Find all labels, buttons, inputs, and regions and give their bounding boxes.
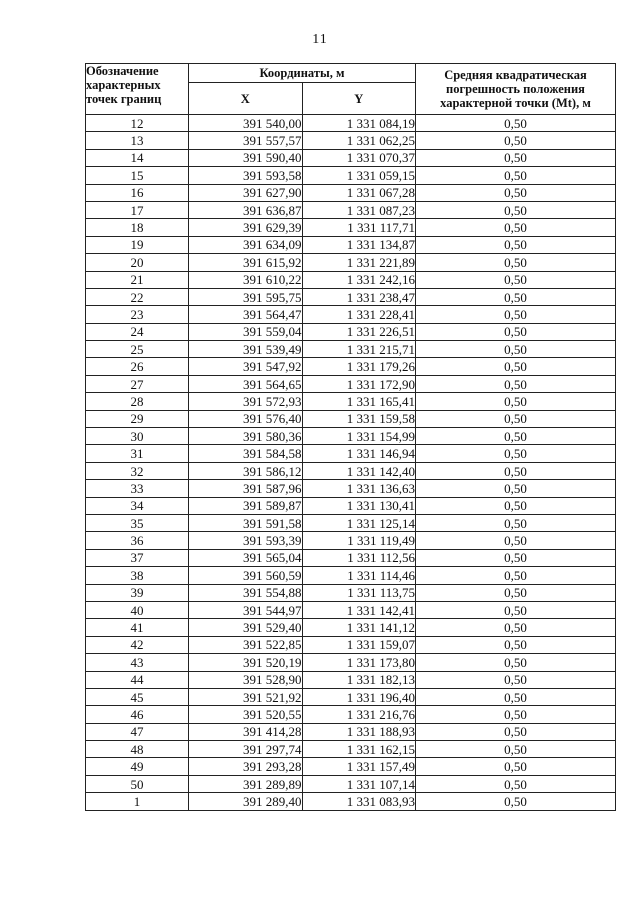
table-row bbox=[86, 393, 616, 410]
table-row bbox=[86, 306, 616, 323]
y-coordinate-cell: 1 331 107,14 bbox=[302, 775, 416, 792]
x-coordinate-cell: 391 587,96 bbox=[189, 480, 303, 497]
table-row bbox=[86, 236, 616, 253]
table-body bbox=[86, 115, 616, 811]
error-value-cell: 0,50 bbox=[416, 723, 616, 740]
table-row bbox=[86, 741, 616, 758]
point-number-cell: 39 bbox=[86, 584, 189, 601]
y-coordinate-cell: 1 331 059,15 bbox=[302, 167, 416, 184]
point-number-cell: 23 bbox=[86, 306, 189, 323]
y-coordinate-cell: 1 331 142,40 bbox=[302, 462, 416, 479]
x-coordinate-cell: 391 521,92 bbox=[189, 688, 303, 705]
x-coordinate-cell: 391 610,22 bbox=[189, 271, 303, 288]
x-coordinate-cell: 391 554,88 bbox=[189, 584, 303, 601]
x-coordinate-cell: 391 544,97 bbox=[189, 601, 303, 618]
x-coordinate-cell: 391 565,04 bbox=[189, 549, 303, 566]
point-number-cell: 45 bbox=[86, 688, 189, 705]
error-value-cell: 0,50 bbox=[416, 236, 616, 253]
table-row bbox=[86, 462, 616, 479]
table-row bbox=[86, 793, 616, 810]
x-coordinate-cell: 391 593,58 bbox=[189, 167, 303, 184]
table-row bbox=[86, 706, 616, 723]
error-value-cell: 0,50 bbox=[416, 219, 616, 236]
x-coordinate-cell: 391 289,40 bbox=[189, 793, 303, 810]
table-row bbox=[86, 480, 616, 497]
y-coordinate-cell: 1 331 146,94 bbox=[302, 445, 416, 462]
y-coordinate-cell: 1 331 134,87 bbox=[302, 236, 416, 253]
y-coordinate-cell: 1 331 242,16 bbox=[302, 271, 416, 288]
point-number-cell: 1 bbox=[86, 793, 189, 810]
table-row bbox=[86, 497, 616, 514]
point-number-cell: 12 bbox=[86, 115, 189, 132]
x-coordinate-cell: 391 586,12 bbox=[189, 462, 303, 479]
y-coordinate-cell: 1 331 165,41 bbox=[302, 393, 416, 410]
point-number-cell: 27 bbox=[86, 375, 189, 392]
page-number: 11 bbox=[312, 32, 328, 47]
x-coordinate-cell: 391 564,65 bbox=[189, 375, 303, 392]
x-coordinate-cell: 391 593,39 bbox=[189, 532, 303, 549]
point-number-cell: 30 bbox=[86, 428, 189, 445]
point-number-cell: 43 bbox=[86, 654, 189, 671]
x-coordinate-cell: 391 547,92 bbox=[189, 358, 303, 375]
y-coordinate-cell: 1 331 159,07 bbox=[302, 636, 416, 653]
table-row bbox=[86, 636, 616, 653]
point-number-cell: 29 bbox=[86, 410, 189, 427]
error-value-cell: 0,50 bbox=[416, 288, 616, 305]
y-coordinate-cell: 1 331 159,58 bbox=[302, 410, 416, 427]
y-coordinate-cell: 1 331 157,49 bbox=[302, 758, 416, 775]
table-row bbox=[86, 758, 616, 775]
error-value-cell: 0,50 bbox=[416, 393, 616, 410]
x-coordinate-cell: 391 584,58 bbox=[189, 445, 303, 462]
error-value-cell: 0,50 bbox=[416, 184, 616, 201]
y-coordinate-cell: 1 331 136,63 bbox=[302, 480, 416, 497]
error-value-cell: 0,50 bbox=[416, 601, 616, 618]
x-coordinate-cell: 391 634,09 bbox=[189, 236, 303, 253]
table-row bbox=[86, 341, 616, 358]
error-value-cell: 0,50 bbox=[416, 706, 616, 723]
error-value-cell: 0,50 bbox=[416, 375, 616, 392]
table-row bbox=[86, 445, 616, 462]
x-coordinate-cell: 391 560,59 bbox=[189, 567, 303, 584]
x-coordinate-cell: 391 589,87 bbox=[189, 497, 303, 514]
y-coordinate-cell: 1 331 226,51 bbox=[302, 323, 416, 340]
error-value-cell: 0,50 bbox=[416, 201, 616, 218]
x-coordinate-cell: 391 520,55 bbox=[189, 706, 303, 723]
header-y: Y bbox=[302, 83, 416, 115]
point-number-cell: 17 bbox=[86, 201, 189, 218]
point-number-cell: 36 bbox=[86, 532, 189, 549]
table-row bbox=[86, 601, 616, 618]
x-coordinate-cell: 391 520,19 bbox=[189, 654, 303, 671]
y-coordinate-cell: 1 331 172,90 bbox=[302, 375, 416, 392]
x-coordinate-cell: 391 595,75 bbox=[189, 288, 303, 305]
point-number-cell: 18 bbox=[86, 219, 189, 236]
error-value-cell: 0,50 bbox=[416, 358, 616, 375]
error-value-cell: 0,50 bbox=[416, 567, 616, 584]
x-coordinate-cell: 391 615,92 bbox=[189, 254, 303, 271]
y-coordinate-cell: 1 331 182,13 bbox=[302, 671, 416, 688]
error-value-cell: 0,50 bbox=[416, 671, 616, 688]
coordinates-table bbox=[85, 63, 616, 811]
error-value-cell: 0,50 bbox=[416, 323, 616, 340]
x-coordinate-cell: 391 591,58 bbox=[189, 514, 303, 531]
point-number-cell: 46 bbox=[86, 706, 189, 723]
y-coordinate-cell: 1 331 188,93 bbox=[302, 723, 416, 740]
table-row bbox=[86, 288, 616, 305]
error-value-cell: 0,50 bbox=[416, 132, 616, 149]
point-number-cell: 32 bbox=[86, 462, 189, 479]
x-coordinate-cell: 391 627,90 bbox=[189, 184, 303, 201]
y-coordinate-cell: 1 331 070,37 bbox=[302, 149, 416, 166]
point-number-cell: 13 bbox=[86, 132, 189, 149]
table-row bbox=[86, 219, 616, 236]
x-coordinate-cell: 391 540,00 bbox=[189, 115, 303, 132]
error-value-cell: 0,50 bbox=[416, 793, 616, 810]
x-coordinate-cell: 391 293,28 bbox=[189, 758, 303, 775]
x-coordinate-cell: 391 529,40 bbox=[189, 619, 303, 636]
error-value-cell: 0,50 bbox=[416, 654, 616, 671]
point-number-cell: 41 bbox=[86, 619, 189, 636]
error-value-cell: 0,50 bbox=[416, 410, 616, 427]
table-row bbox=[86, 688, 616, 705]
table-row bbox=[86, 271, 616, 288]
table-row bbox=[86, 254, 616, 271]
header-mean-square-error: Средняя квадратическая погрешность положения характерной точки (Mt), м bbox=[416, 64, 616, 115]
y-coordinate-cell: 1 331 173,80 bbox=[302, 654, 416, 671]
x-coordinate-cell: 391 557,57 bbox=[189, 132, 303, 149]
error-value-cell: 0,50 bbox=[416, 584, 616, 601]
table-row bbox=[86, 549, 616, 566]
y-coordinate-cell: 1 331 117,71 bbox=[302, 219, 416, 236]
point-number-cell: 38 bbox=[86, 567, 189, 584]
error-value-cell: 0,50 bbox=[416, 480, 616, 497]
y-coordinate-cell: 1 331 119,49 bbox=[302, 532, 416, 549]
point-number-cell: 47 bbox=[86, 723, 189, 740]
y-coordinate-cell: 1 331 114,46 bbox=[302, 567, 416, 584]
error-value-cell: 0,50 bbox=[416, 775, 616, 792]
y-coordinate-cell: 1 331 084,19 bbox=[302, 115, 416, 132]
table-row bbox=[86, 654, 616, 671]
y-coordinate-cell: 1 331 067,28 bbox=[302, 184, 416, 201]
table-row bbox=[86, 115, 616, 132]
point-number-cell: 50 bbox=[86, 775, 189, 792]
error-value-cell: 0,50 bbox=[416, 741, 616, 758]
error-value-cell: 0,50 bbox=[416, 428, 616, 445]
error-value-cell: 0,50 bbox=[416, 341, 616, 358]
x-coordinate-cell: 391 636,87 bbox=[189, 201, 303, 218]
x-coordinate-cell: 391 414,28 bbox=[189, 723, 303, 740]
x-coordinate-cell: 391 572,93 bbox=[189, 393, 303, 410]
point-number-cell: 48 bbox=[86, 741, 189, 758]
x-coordinate-cell: 391 528,90 bbox=[189, 671, 303, 688]
header-x: X bbox=[189, 83, 303, 115]
x-coordinate-cell: 391 539,49 bbox=[189, 341, 303, 358]
x-coordinate-cell: 391 522,85 bbox=[189, 636, 303, 653]
y-coordinate-cell: 1 331 141,12 bbox=[302, 619, 416, 636]
y-coordinate-cell: 1 331 130,41 bbox=[302, 497, 416, 514]
error-value-cell: 0,50 bbox=[416, 445, 616, 462]
y-coordinate-cell: 1 331 083,93 bbox=[302, 793, 416, 810]
table-row bbox=[86, 201, 616, 218]
x-coordinate-cell: 391 590,40 bbox=[189, 149, 303, 166]
table-row bbox=[86, 619, 616, 636]
table-row bbox=[86, 671, 616, 688]
point-number-cell: 21 bbox=[86, 271, 189, 288]
x-coordinate-cell: 391 629,39 bbox=[189, 219, 303, 236]
error-value-cell: 0,50 bbox=[416, 306, 616, 323]
point-number-cell: 35 bbox=[86, 514, 189, 531]
y-coordinate-cell: 1 331 113,75 bbox=[302, 584, 416, 601]
error-value-cell: 0,50 bbox=[416, 514, 616, 531]
point-number-cell: 40 bbox=[86, 601, 189, 618]
point-number-cell: 44 bbox=[86, 671, 189, 688]
point-number-cell: 31 bbox=[86, 445, 189, 462]
error-value-cell: 0,50 bbox=[416, 462, 616, 479]
point-number-cell: 33 bbox=[86, 480, 189, 497]
table-row bbox=[86, 514, 616, 531]
x-coordinate-cell: 391 576,40 bbox=[189, 410, 303, 427]
y-coordinate-cell: 1 331 142,41 bbox=[302, 601, 416, 618]
y-coordinate-cell: 1 331 162,15 bbox=[302, 741, 416, 758]
y-coordinate-cell: 1 331 196,40 bbox=[302, 688, 416, 705]
y-coordinate-cell: 1 331 238,47 bbox=[302, 288, 416, 305]
table-row bbox=[86, 167, 616, 184]
point-number-cell: 49 bbox=[86, 758, 189, 775]
point-number-cell: 34 bbox=[86, 497, 189, 514]
error-value-cell: 0,50 bbox=[416, 532, 616, 549]
table-row bbox=[86, 567, 616, 584]
point-number-cell: 15 bbox=[86, 167, 189, 184]
header-coordinates: Координаты, м bbox=[189, 64, 416, 83]
table-row bbox=[86, 323, 616, 340]
table-row bbox=[86, 132, 616, 149]
error-value-cell: 0,50 bbox=[416, 497, 616, 514]
table-row bbox=[86, 723, 616, 740]
point-number-cell: 14 bbox=[86, 149, 189, 166]
point-number-cell: 37 bbox=[86, 549, 189, 566]
error-value-cell: 0,50 bbox=[416, 758, 616, 775]
point-number-cell: 24 bbox=[86, 323, 189, 340]
error-value-cell: 0,50 bbox=[416, 271, 616, 288]
x-coordinate-cell: 391 297,74 bbox=[189, 741, 303, 758]
y-coordinate-cell: 1 331 112,56 bbox=[302, 549, 416, 566]
point-number-cell: 20 bbox=[86, 254, 189, 271]
point-number-cell: 26 bbox=[86, 358, 189, 375]
y-coordinate-cell: 1 331 154,99 bbox=[302, 428, 416, 445]
y-coordinate-cell: 1 331 179,26 bbox=[302, 358, 416, 375]
table-row bbox=[86, 584, 616, 601]
table-row bbox=[86, 375, 616, 392]
error-value-cell: 0,50 bbox=[416, 619, 616, 636]
y-coordinate-cell: 1 331 215,71 bbox=[302, 341, 416, 358]
error-value-cell: 0,50 bbox=[416, 115, 616, 132]
table-row bbox=[86, 149, 616, 166]
error-value-cell: 0,50 bbox=[416, 254, 616, 271]
table-row bbox=[86, 410, 616, 427]
table-row bbox=[86, 428, 616, 445]
x-coordinate-cell: 391 559,04 bbox=[189, 323, 303, 340]
point-number-cell: 16 bbox=[86, 184, 189, 201]
point-number-cell: 22 bbox=[86, 288, 189, 305]
point-number-cell: 25 bbox=[86, 341, 189, 358]
x-coordinate-cell: 391 580,36 bbox=[189, 428, 303, 445]
x-coordinate-cell: 391 289,89 bbox=[189, 775, 303, 792]
error-value-cell: 0,50 bbox=[416, 688, 616, 705]
error-value-cell: 0,50 bbox=[416, 549, 616, 566]
y-coordinate-cell: 1 331 125,14 bbox=[302, 514, 416, 531]
table-row bbox=[86, 184, 616, 201]
point-number-cell: 42 bbox=[86, 636, 189, 653]
y-coordinate-cell: 1 331 062,25 bbox=[302, 132, 416, 149]
y-coordinate-cell: 1 331 087,23 bbox=[302, 201, 416, 218]
y-coordinate-cell: 1 331 216,76 bbox=[302, 706, 416, 723]
point-number-cell: 19 bbox=[86, 236, 189, 253]
y-coordinate-cell: 1 331 221,89 bbox=[302, 254, 416, 271]
header-point-designation: Обозначение характерных точек границ bbox=[86, 64, 189, 115]
error-value-cell: 0,50 bbox=[416, 636, 616, 653]
y-coordinate-cell: 1 331 228,41 bbox=[302, 306, 416, 323]
x-coordinate-cell: 391 564,47 bbox=[189, 306, 303, 323]
error-value-cell: 0,50 bbox=[416, 149, 616, 166]
point-number-cell: 28 bbox=[86, 393, 189, 410]
table-row bbox=[86, 358, 616, 375]
table-row bbox=[86, 532, 616, 549]
table-row bbox=[86, 775, 616, 792]
error-value-cell: 0,50 bbox=[416, 167, 616, 184]
